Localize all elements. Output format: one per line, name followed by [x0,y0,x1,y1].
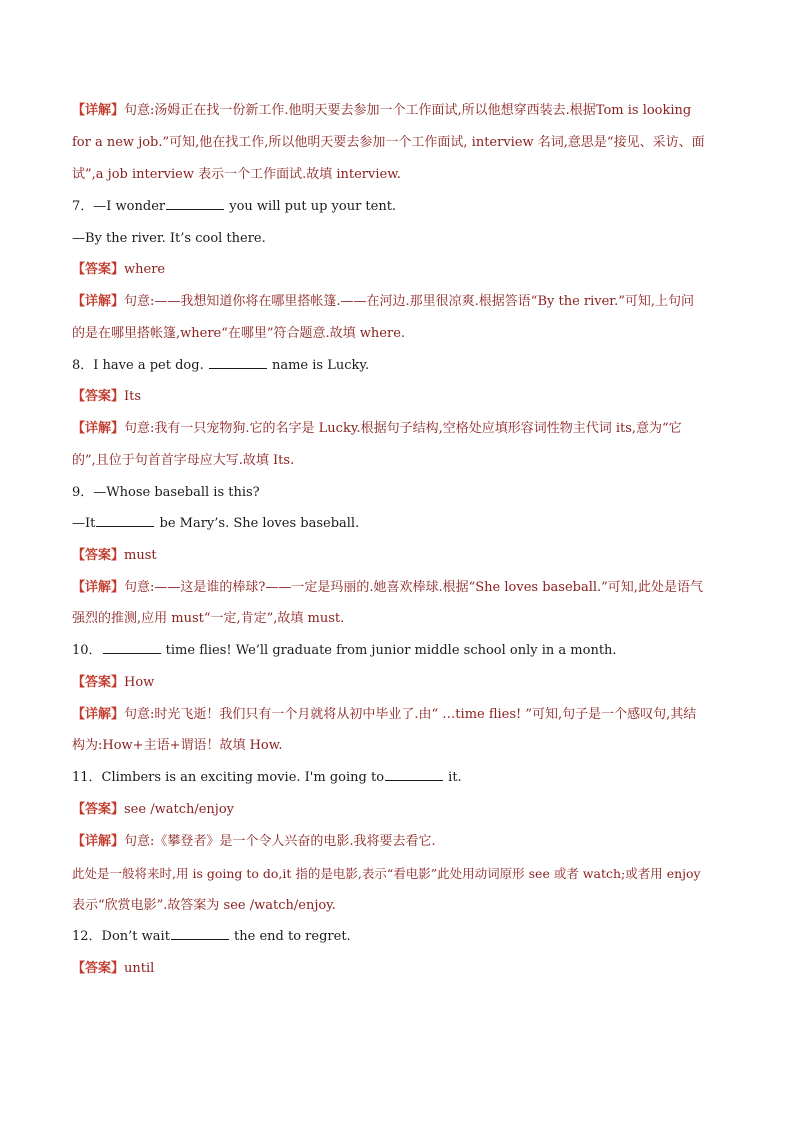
answer-line [72,387,724,407]
answer-value: where [124,262,166,277]
question-10: 10． time flies! We’ll graduate from junior middle school only in a month. [72,643,617,658]
explain-label: 【详解】 [72,834,125,849]
explanation-line: 试”,a job interview 表示一个工作面试.故填 interview. [72,167,401,182]
explanation-line: 的是在哪里搭帐篷,where“在哪里”符合题意.故填 where. [72,326,406,341]
explain-label: 【详解】 [72,580,125,595]
explain-label: 【详解】 [72,707,125,722]
answer-label: 【答案】 [72,548,125,563]
question-9-reply: —It be Mary’s. She loves baseball. [72,516,360,531]
explanation-line: 强烈的推测,应用 must“一定,肯定”,故填 must. [72,611,345,626]
question-12: 12．Don’t wait the end to regret. [72,929,351,944]
answer-line [72,260,724,280]
answer-value: until [124,961,155,976]
answer-line [72,673,724,693]
explanation-line: 此处是一般将来时,用 is going to do,it 指的是电影,表示“看电影”此处用动词原形 see 或者 watch;或者用 enjoy [72,866,701,881]
explain-label: 【详解】 [72,103,125,118]
explanation-line: 【详解】句意:汤姆正在找一份新工作.他明天要去参加一个工作面试,所以他想穿西装去.根据Tom is looking [72,103,692,118]
question-9: 9．—Whose baseball is this? [72,485,260,500]
answer-label: 【答案】 [72,961,125,976]
explanation-line: 【详解】句意:时光飞逝！我们只有一个月就将从初中毕业了.由“ …time flies! ”可知,句子是一个感叹句,其结 [72,707,697,722]
answer-value: Its [124,389,142,404]
answer-label: 【答案】 [72,675,125,690]
question-11: 11．Climbers is an exciting movie. I'm going to it. [72,770,462,785]
explain-label: 【详解】 [72,294,125,309]
question-7-reply: —By the river. It’s cool there. [72,231,266,246]
question-7: 7．—I wonder you will put up your tent. [72,199,397,214]
answer-blank [103,641,161,654]
answer-value: see /watch/enjoy [124,802,234,817]
answer-blank [96,514,154,527]
question-8: 8．I have a pet dog. name is Lucky. [72,358,370,373]
answer-label: 【答案】 [72,262,125,277]
explanation-line: 【详解】句意:《攀登者》是一个令人兴奋的电影.我将要去看它. [72,834,436,849]
answer-value: How [124,675,155,690]
answer-line [72,800,724,820]
answer-blank [209,356,267,369]
explanation-line: 表示“欣赏电影”.故答案为 see /watch/enjoy. [72,898,336,913]
explanation-line: 【详解】句意:我有一只宠物狗.它的名字是 Lucky.根据句子结构,空格处应填形容词性物主代词 its,意为“它 [72,421,682,436]
answer-label: 【答案】 [72,389,125,404]
answer-label: 【答案】 [72,802,125,817]
answer-line [72,546,724,566]
answer-blank [385,768,443,781]
explanation-line: 【详解】句意:——我想知道你将在哪里搭帐篷.——在河边.那里很凉爽.根据答语“By the river.”可知,上句问 [72,294,694,309]
explanation-line: 构为:How+主语+谓语！故填 How. [72,738,283,753]
answer-blank [166,197,224,210]
explain-label: 【详解】 [72,421,125,436]
answer-line [72,959,724,979]
answer-blank [171,927,229,940]
explanation-line: for a new job.”可知,他在找工作,所以他明天要去参加一个工作面试, interview 名词,意思是“接见、采访、面 [72,135,705,150]
explanation-line: 【详解】句意:——这是谁的棒球?——一定是玛丽的.她喜欢棒球.根据“She loves baseball.”可知,此处是语气 [72,580,703,595]
explanation-line: 的”,且位于句首首字母应大写.故填 Its. [72,453,295,468]
answer-value: must [124,548,157,563]
